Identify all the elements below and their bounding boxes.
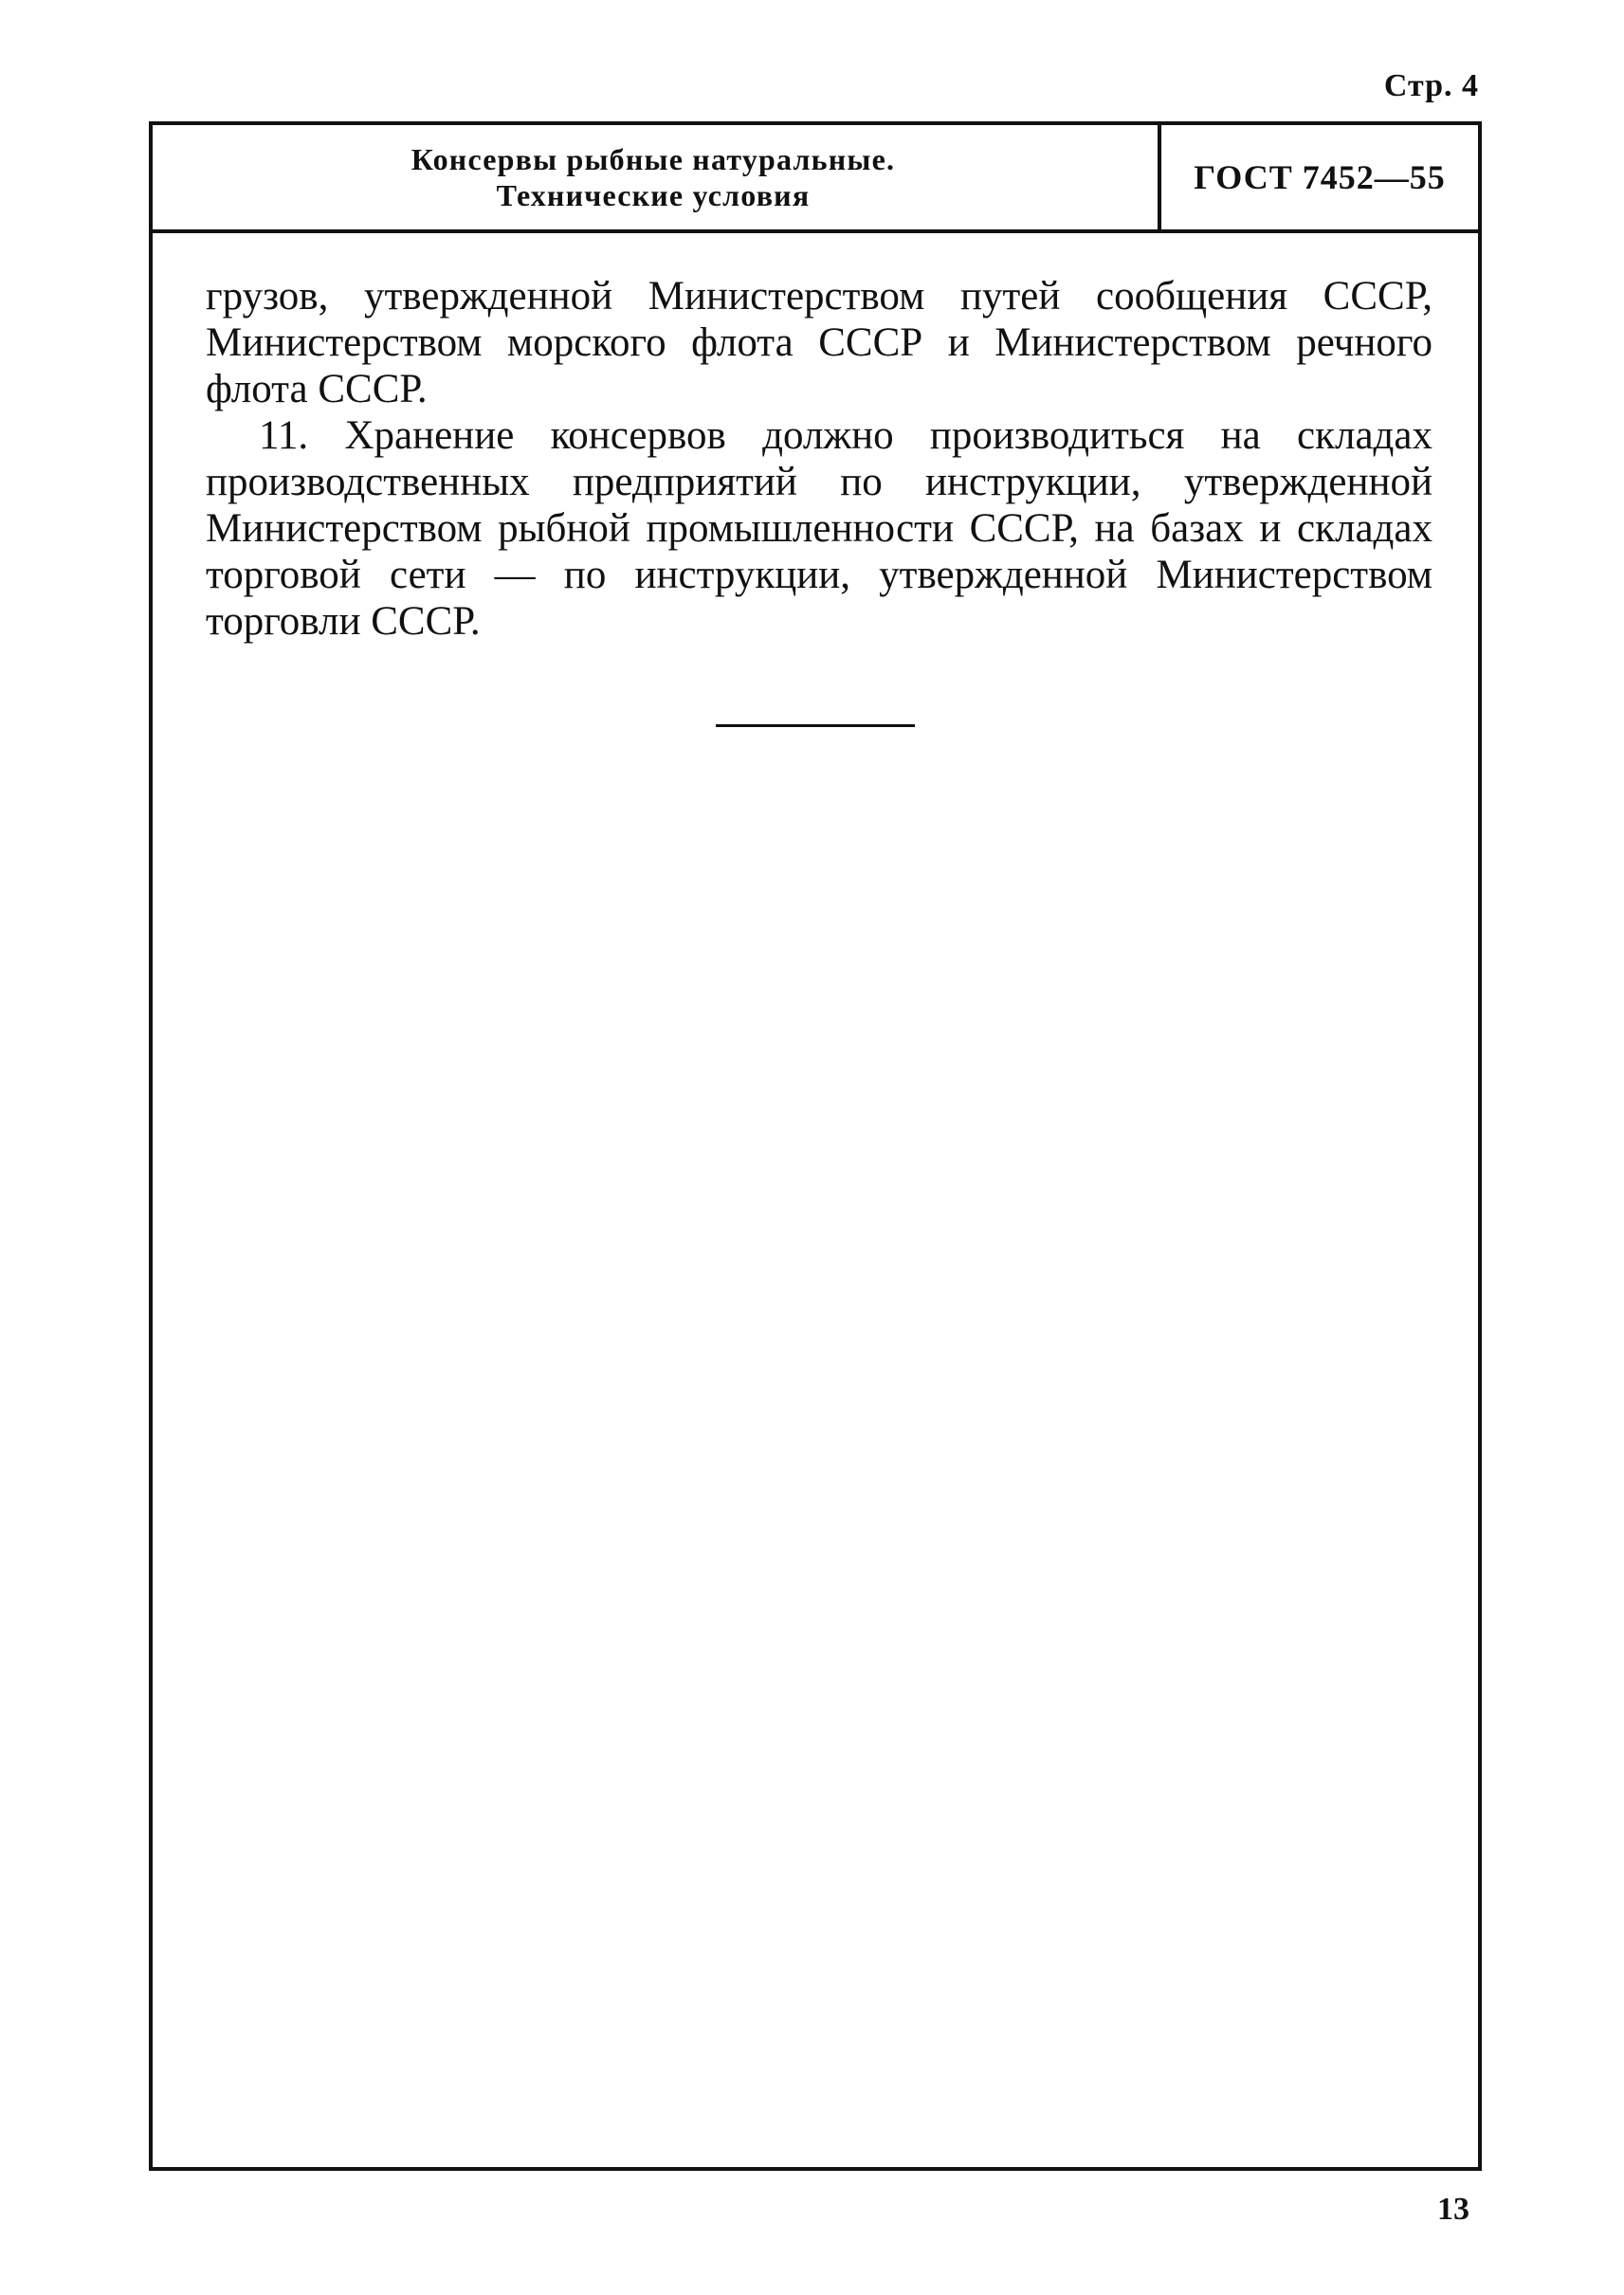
page-label: Стр. 4 <box>1383 68 1479 103</box>
page-frame <box>149 121 1482 2171</box>
document-title <box>153 125 1154 229</box>
page-number: 13 <box>1437 2192 1469 2227</box>
standard-code: ГОСТ 7452—55 <box>1194 158 1446 196</box>
title-line-1: Консервы рыбные натуральные. <box>411 142 896 176</box>
paragraph-clause-11: 11. Хранение консервов должно производиться на складах производственных предприятий по инструкции, утвержденной Министерством рыбной промышленности СССР, на базах и складах торговой сети — по инструкции, утвержденной Министерством торговли СССР. <box>206 413 1432 644</box>
paragraph-continuation: грузов, утвержденной Министерством путей сообщения СССР, Министерством морского флота СССР и Министерством речного флота СССР. <box>206 274 1432 411</box>
header-row <box>153 125 1478 233</box>
end-rule <box>716 724 915 727</box>
body-text <box>206 273 1432 645</box>
title-line-2: Технические условия <box>496 178 811 212</box>
